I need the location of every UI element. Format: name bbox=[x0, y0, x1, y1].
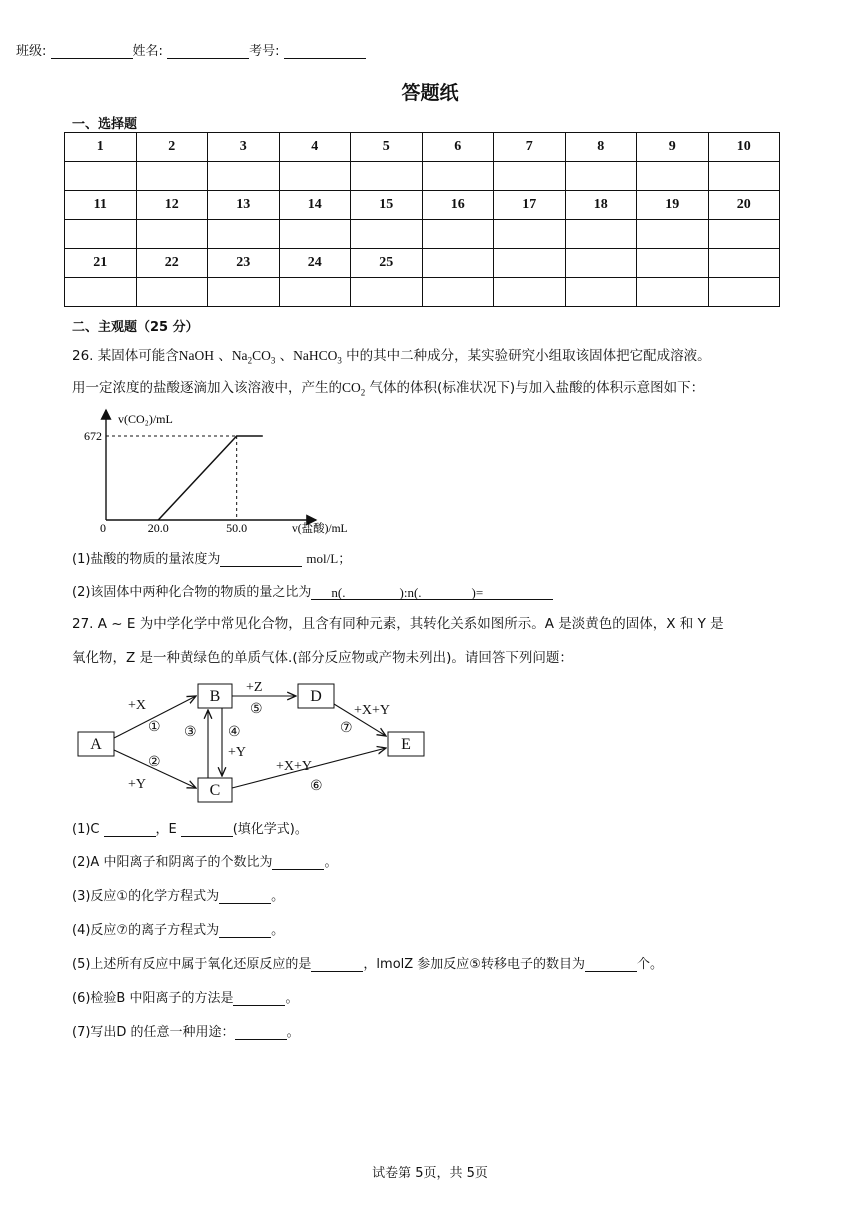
separator: 、 bbox=[275, 348, 294, 364]
answer-cell[interactable] bbox=[637, 278, 709, 307]
formula-naoh: NaOH bbox=[178, 348, 215, 363]
table-row bbox=[65, 249, 780, 278]
answer-cell[interactable] bbox=[279, 278, 351, 307]
answer-cell[interactable] bbox=[494, 162, 566, 191]
y-axis-label: v(CO₂)/mL bbox=[118, 412, 173, 426]
q26-text: 中的其中二种成分，某实验研究小组取该固体把它配成溶液。 bbox=[341, 348, 711, 364]
section1-heading: 一、选择题 bbox=[72, 117, 138, 132]
grid-cell: 15 bbox=[351, 191, 423, 220]
num-cb: ③ bbox=[184, 725, 197, 740]
grid-cell: 8 bbox=[565, 133, 637, 162]
grid-cell: 18 bbox=[565, 191, 637, 220]
formula-co2: $CO_2$ bbox=[342, 380, 366, 398]
answer-blank[interactable] bbox=[219, 923, 271, 938]
answer-cell[interactable] bbox=[708, 278, 780, 307]
exam-no-label: 考号: bbox=[249, 44, 280, 59]
name-label: 姓名: bbox=[132, 44, 163, 59]
node-a bbox=[78, 732, 114, 756]
formula-na2co3: $Na_2CO_3$ bbox=[231, 348, 276, 366]
table-row bbox=[65, 278, 780, 307]
co2-volume-chart bbox=[72, 404, 372, 536]
grid-cell: 20 bbox=[708, 191, 780, 220]
class-label: 班级: bbox=[16, 44, 47, 59]
grid-cell: 4 bbox=[279, 133, 351, 162]
grid-cell: 2 bbox=[136, 133, 208, 162]
q27-sub6: (6)检验B 中阳离子的方法是 。 bbox=[72, 991, 299, 1006]
answer-cell[interactable] bbox=[565, 220, 637, 249]
answer-cell[interactable] bbox=[351, 220, 423, 249]
label-ce: +X+Y bbox=[276, 759, 313, 774]
answer-blank[interactable] bbox=[235, 1025, 287, 1040]
grid-cell: 5 bbox=[351, 133, 423, 162]
grid-cell: 14 bbox=[279, 191, 351, 220]
table-row bbox=[65, 162, 780, 191]
answer-cell[interactable] bbox=[494, 220, 566, 249]
answer-blank[interactable] bbox=[104, 822, 156, 837]
y-tick-label: 672 bbox=[84, 429, 102, 443]
answer-blank[interactable] bbox=[585, 957, 637, 972]
grid-cell bbox=[565, 249, 637, 278]
q26-text: 气体的体积(标准状况下)与加入盐酸的体积示意图如下： bbox=[365, 380, 705, 396]
answer-cell[interactable] bbox=[136, 162, 208, 191]
answer-cell[interactable] bbox=[422, 278, 494, 307]
grid-cell: 22 bbox=[136, 249, 208, 278]
unit-label: mol/L； bbox=[306, 551, 352, 566]
answer-cell[interactable] bbox=[136, 278, 208, 307]
grid-cell: 13 bbox=[208, 191, 280, 220]
grid-cell: 9 bbox=[637, 133, 709, 162]
answer-cell[interactable] bbox=[494, 278, 566, 307]
answer-cell[interactable] bbox=[136, 220, 208, 249]
answer-grid bbox=[64, 132, 780, 307]
q26-text: 用一定浓度的盐酸逐滴加入该溶液中，产生的 bbox=[72, 380, 342, 396]
svg-text:D: D bbox=[310, 688, 322, 705]
x-axis-label: v(盐酸)/mL bbox=[292, 523, 348, 535]
answer-blank[interactable] bbox=[219, 889, 271, 904]
label-de: +X+Y bbox=[354, 703, 391, 718]
svg-text:A: A bbox=[90, 736, 102, 753]
q26-text: 26. 某固体可能含 bbox=[72, 348, 179, 364]
q27-sub2: (2)A 中阳离子和阴离子的个数比为 。 bbox=[72, 855, 338, 870]
answer-blank[interactable] bbox=[272, 855, 324, 870]
grid-cell: 23 bbox=[208, 249, 280, 278]
grid-cell: 16 bbox=[422, 191, 494, 220]
grid-cell bbox=[708, 249, 780, 278]
grid-cell: 17 bbox=[494, 191, 566, 220]
node-d bbox=[298, 684, 334, 708]
answer-blank[interactable] bbox=[233, 991, 285, 1006]
answer-cell[interactable] bbox=[279, 162, 351, 191]
answer-blank[interactable] bbox=[181, 822, 233, 837]
num-bc: ④ bbox=[228, 725, 241, 740]
grid-cell: 21 bbox=[65, 249, 137, 278]
grid-cell: 10 bbox=[708, 133, 780, 162]
answer-cell[interactable] bbox=[708, 220, 780, 249]
num-bd: ⑤ bbox=[250, 702, 263, 717]
page-footer: 试卷第 5页，共 5页 bbox=[372, 1166, 488, 1181]
grid-cell bbox=[422, 249, 494, 278]
x-tick-label: 50.0 bbox=[226, 521, 248, 535]
num-ab: ① bbox=[148, 720, 161, 735]
svg-text:C: C bbox=[209, 782, 221, 799]
answer-blank[interactable] bbox=[311, 957, 363, 972]
answer-cell[interactable] bbox=[65, 278, 137, 307]
answer-cell[interactable] bbox=[351, 278, 423, 307]
co2-series-line bbox=[158, 436, 263, 520]
section2-heading: 二、主观题（25 分） bbox=[72, 320, 199, 335]
q27-sub4: (4)反应⑦的离子方程式为 。 bbox=[72, 923, 285, 938]
formula-nahco3: NaHCO$_3$ bbox=[293, 348, 342, 366]
answer-cell[interactable] bbox=[565, 278, 637, 307]
grid-cell: 12 bbox=[136, 191, 208, 220]
svg-text:E: E bbox=[401, 736, 411, 753]
grid-cell bbox=[637, 249, 709, 278]
ratio-blank[interactable]: n(. ):n(. )= bbox=[311, 585, 553, 600]
q26-line2 bbox=[72, 376, 704, 398]
q26-sub2-text: (2)该固体中两种化合物的物质的量之比为 bbox=[72, 585, 312, 600]
answer-cell[interactable] bbox=[422, 162, 494, 191]
q26-line1 bbox=[72, 344, 711, 366]
table-row bbox=[65, 133, 780, 162]
label-ab: +X bbox=[128, 698, 147, 713]
q26-sub1-text: (1)盐酸的物质的量浓度为 bbox=[72, 552, 221, 567]
answer-blank[interactable] bbox=[220, 552, 302, 567]
answer-cell[interactable] bbox=[637, 220, 709, 249]
q27-sub1: (1)C ，E (填化学式)。 bbox=[72, 822, 308, 837]
separator: 、 bbox=[214, 348, 232, 364]
answer-cell[interactable] bbox=[208, 220, 280, 249]
name-field[interactable] bbox=[167, 44, 249, 59]
answer-cell[interactable] bbox=[565, 162, 637, 191]
num-de: ⑦ bbox=[340, 721, 353, 736]
exam-no-field[interactable] bbox=[284, 44, 366, 59]
answer-cell[interactable] bbox=[208, 162, 280, 191]
x-tick-label: 20.0 bbox=[147, 521, 169, 535]
svg-text:B: B bbox=[209, 688, 221, 705]
table-row bbox=[65, 220, 780, 249]
answer-cell[interactable] bbox=[65, 220, 137, 249]
label-bd: +Z bbox=[246, 680, 263, 695]
answer-cell[interactable] bbox=[422, 220, 494, 249]
reaction-diagram bbox=[70, 676, 440, 806]
answer-cell[interactable] bbox=[637, 162, 709, 191]
table-row bbox=[65, 191, 780, 220]
answer-cell[interactable] bbox=[708, 162, 780, 191]
q26-sub1 bbox=[72, 548, 351, 567]
node-e bbox=[388, 732, 424, 756]
page-title: 答题纸 bbox=[401, 82, 459, 104]
grid-cell: 6 bbox=[422, 133, 494, 162]
answer-cell[interactable] bbox=[279, 220, 351, 249]
origin-label: 0 bbox=[100, 521, 106, 535]
grid-cell: 25 bbox=[351, 249, 423, 278]
answer-cell[interactable] bbox=[351, 162, 423, 191]
grid-cell: 1 bbox=[65, 133, 137, 162]
num-ac: ② bbox=[148, 755, 161, 770]
q27-sub3: (3)反应①的化学方程式为 。 bbox=[72, 889, 285, 904]
student-info-line bbox=[16, 40, 366, 59]
q27-sub7: (7)写出D 的任意一种用途： 。 bbox=[72, 1025, 300, 1040]
label-bc: +Y bbox=[228, 745, 247, 760]
grid-cell bbox=[494, 249, 566, 278]
q27-sub5: (5)上述所有反应中属于氧化还原反应的是 ，lmolZ 参加反应⑤转移电子的数目为 个。 bbox=[72, 957, 663, 972]
grid-cell: 7 bbox=[494, 133, 566, 162]
grid-cell: 19 bbox=[637, 191, 709, 220]
grid-cell: 3 bbox=[208, 133, 280, 162]
node-b bbox=[198, 684, 232, 708]
q27-line1: 27. A ~ E 为中学化学中常见化合物，且含有同种元素，其转化关系如图所示。A 是淡黄色的固体，X 和 Y 是 bbox=[72, 616, 724, 632]
q27-line2: 氧化物，Z 是一种黄绿色的单质气体.(部分反应物或产物未列出)。请回答下列问题： bbox=[72, 650, 573, 666]
grid-cell: 11 bbox=[65, 191, 137, 220]
grid-cell: 24 bbox=[279, 249, 351, 278]
q26-sub2 bbox=[72, 581, 553, 600]
answer-cell[interactable] bbox=[208, 278, 280, 307]
class-field[interactable] bbox=[51, 44, 133, 59]
answer-cell[interactable] bbox=[65, 162, 137, 191]
label-ac: +Y bbox=[128, 777, 147, 792]
node-c bbox=[198, 778, 232, 802]
num-ce: ⑥ bbox=[310, 779, 323, 794]
